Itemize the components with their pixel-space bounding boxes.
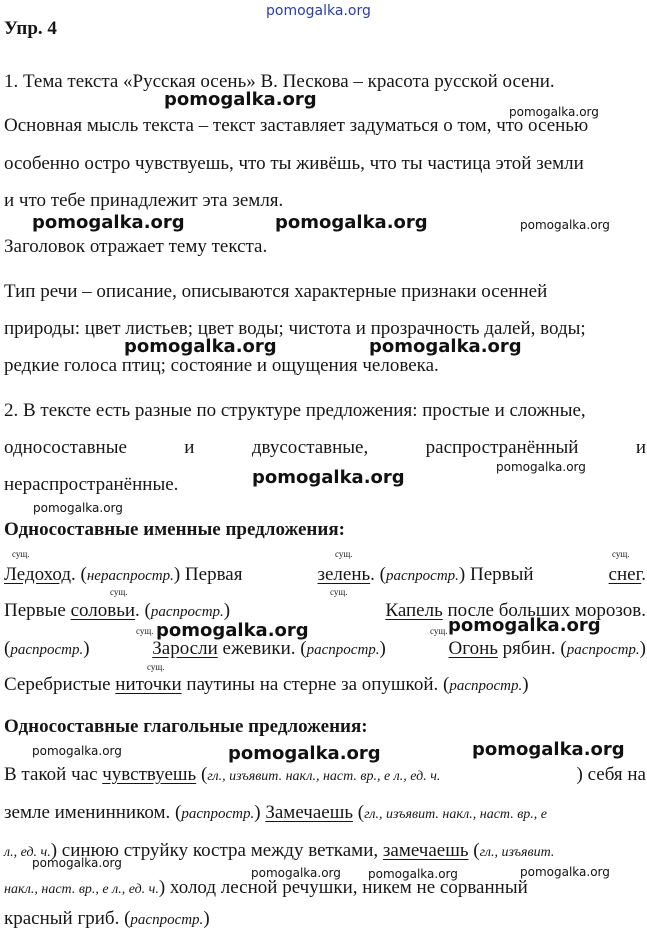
- annotation: нераспростр.: [86, 568, 174, 584]
- watermark: pomogalka.org: [32, 212, 185, 233]
- text-line-8: редкие голоса птиц; состояние и ощущения человека.: [4, 355, 439, 376]
- annotation: гл., изъявит.: [479, 845, 555, 860]
- watermark: pomogalka.org: [448, 615, 601, 636]
- watermark-top: pomogalka.org: [266, 3, 371, 19]
- example-segment: [4, 564, 242, 587]
- annotation: л., ед. ч.: [4, 845, 51, 860]
- sup-label: сущ.: [12, 549, 30, 559]
- watermark: pomogalka.org: [509, 105, 599, 119]
- watermark: pomogalka.org: [251, 866, 341, 880]
- punct: ): [83, 638, 90, 659]
- text-line-4: и что тебе принадлежит эта земля.: [4, 190, 284, 211]
- example-segment: [4, 764, 440, 788]
- text: Первые: [4, 600, 71, 621]
- punct: ): [203, 908, 210, 929]
- text-line-9: 2. В тексте есть разные по структуре предложения: простые и сложные,: [4, 400, 586, 421]
- exercise-title: Упр. 4: [4, 18, 57, 39]
- text-line-11: нераспространённые.: [4, 474, 179, 495]
- predicate-word: замечаешь: [382, 840, 469, 861]
- text: ежевики. (: [217, 638, 307, 659]
- sup-label: сущ.: [147, 662, 165, 672]
- sup-label: сущ.: [335, 549, 353, 559]
- punct: .: [641, 564, 646, 585]
- annotation: распростр.: [150, 604, 224, 620]
- example-segment: [317, 564, 533, 587]
- watermark: pomogalka.org: [368, 867, 458, 881]
- word: и: [635, 437, 646, 458]
- text-line-5: Заголовок отражает тему текста.: [4, 236, 268, 257]
- annotation: гл., изъявит. накл., наст. вр., е л., ед. ч.: [207, 769, 441, 784]
- text: ) Первый: [458, 564, 534, 585]
- text: ) синюю струйку костра между ветками,: [50, 840, 383, 861]
- text-line-7: природы: цвет листьев; цвет воды; чистота и прозрачность далей, воды;: [4, 318, 586, 339]
- section-heading-nominal: Односоставные именные предложения:: [4, 519, 345, 540]
- watermark: pomogalka.org: [252, 467, 405, 488]
- text: рябин. (: [497, 638, 567, 659]
- sup-label: сущ.: [430, 626, 448, 636]
- annotation: распростр.: [306, 642, 380, 658]
- watermark: pomogalka.org: [164, 89, 317, 110]
- text-line-1: 1. Тема текста «Русская осень» В. Пескова – красота русской осени.: [4, 71, 555, 92]
- text-line-10: [4, 437, 646, 459]
- subject-word: ниточки: [115, 674, 182, 695]
- verbal-row-5: [4, 908, 210, 931]
- sup-label: сущ.: [612, 549, 630, 559]
- punct: ): [223, 600, 231, 621]
- section-heading-verbal: Односоставные глагольные предложения:: [4, 716, 368, 737]
- watermark: pomogalka.org: [520, 218, 610, 232]
- punct: (: [468, 840, 480, 861]
- subject-word: снег: [608, 564, 642, 585]
- text-line-6: Тип речи – описание, описываются характерные признаки осенней: [4, 281, 548, 302]
- punct: . (: [71, 564, 87, 585]
- text: В такой час: [4, 764, 103, 785]
- example-segment: [449, 638, 646, 661]
- subject-word: Огонь: [448, 638, 498, 659]
- text: ) холод лесной речушки, никем не сорванный: [158, 877, 528, 898]
- annotation: распростр.: [449, 678, 523, 694]
- example-row-1: [4, 564, 646, 587]
- watermark: pomogalka.org: [32, 856, 122, 870]
- annotation: гл., изъявит. накл., наст. вр., е: [364, 807, 547, 822]
- sup-label: сущ.: [330, 587, 348, 597]
- punct: . (: [370, 564, 386, 585]
- predicate-word: Замечаешь: [265, 802, 353, 823]
- watermark: pomogalka.org: [32, 744, 122, 758]
- punct: (: [4, 638, 11, 659]
- punct: ): [522, 674, 529, 695]
- sup-label: сущ.: [110, 587, 128, 597]
- predicate-word: чувствуешь: [102, 764, 197, 785]
- text-line-3: особенно остро чувствуешь, что ты живёшь, что ты частица этой земли: [4, 153, 584, 174]
- text-line-2: Основная мысль текста – текст заставляет задуматься о том, что осенью: [4, 115, 589, 136]
- punct: (: [353, 802, 365, 823]
- punct: ): [639, 638, 646, 659]
- example-row-3: [4, 638, 646, 661]
- text: после больших морозов.: [442, 600, 646, 621]
- punct: . (: [135, 600, 151, 621]
- example-row-4: [4, 674, 529, 697]
- text: ) себя на: [576, 764, 646, 785]
- text: ) Первая: [173, 564, 243, 585]
- annotation: распростр.: [566, 642, 640, 658]
- watermark: pomogalka.org: [124, 336, 277, 357]
- annotation: распростр.: [181, 806, 255, 822]
- subject-word: Ледоход: [4, 564, 72, 585]
- subject-word: Капель: [385, 600, 443, 621]
- word: и: [184, 437, 195, 458]
- text: паутины на стерне за опушкой. (: [181, 674, 450, 695]
- example-segment: [4, 638, 90, 661]
- subject-word: Заросли: [152, 638, 218, 659]
- punct: (: [196, 764, 208, 785]
- verbal-row-2: [4, 802, 547, 826]
- annotation: распростр.: [130, 912, 204, 928]
- subject-word: зелень: [317, 564, 371, 585]
- word: распространённый: [425, 437, 579, 458]
- punct: ): [254, 802, 266, 823]
- verbal-row-1: [4, 764, 646, 788]
- text: красный гриб. (: [4, 908, 131, 929]
- watermark: pomogalka.org: [228, 743, 381, 764]
- sup-label: сущ.: [136, 626, 154, 636]
- annotation: распростр.: [10, 642, 84, 658]
- annotation: накл., наст. вр., е л., ед. ч.: [4, 882, 159, 897]
- word: односоставные: [4, 437, 127, 458]
- watermark: pomogalka.org: [33, 501, 123, 515]
- annotation: распростр.: [386, 568, 459, 584]
- watermark: pomogalka.org: [275, 212, 428, 233]
- watermark: pomogalka.org: [156, 620, 309, 641]
- example-segment: [609, 564, 646, 587]
- text: Серебристые: [4, 674, 116, 695]
- subject-word: соловьи: [70, 600, 136, 621]
- punct: ): [379, 638, 386, 659]
- word: двусоставные,: [251, 437, 369, 458]
- watermark: pomogalka.org: [472, 739, 625, 760]
- watermark: pomogalka.org: [496, 460, 586, 474]
- watermark: pomogalka.org: [520, 865, 610, 879]
- watermark: pomogalka.org: [369, 336, 522, 357]
- example-segment: [152, 638, 386, 661]
- text: земле именинником. (: [4, 802, 182, 823]
